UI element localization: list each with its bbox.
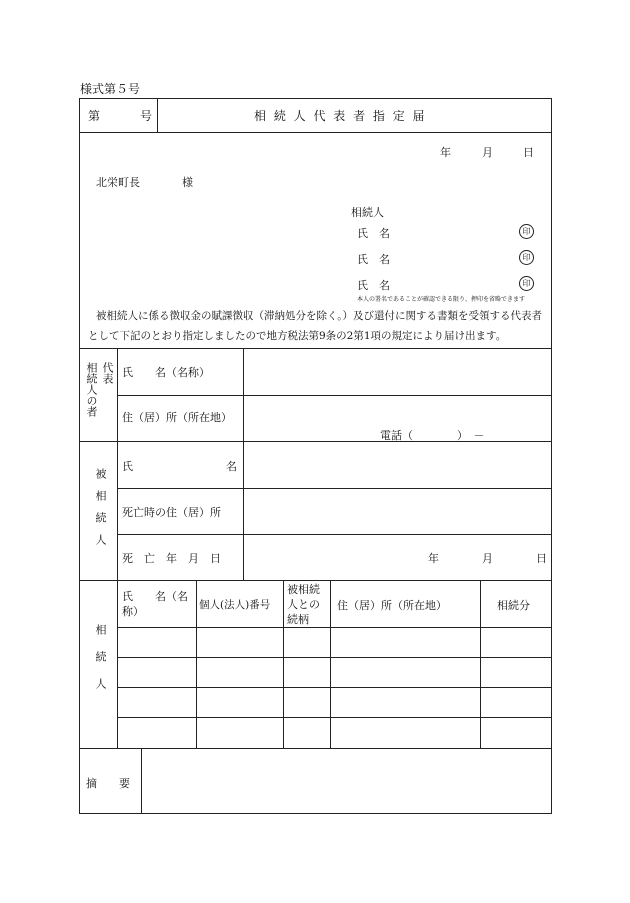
form-title: 相 続 人 代 表 者 指 定 届 [254,109,427,123]
statement-line-1: 被相続人に係る徴収金の賦課徴収（滞納処分を除く。）及び還付に関する書類を受領する代表者 [96,310,543,322]
seal-note: 本人の署名であることが確認できる限り、押印を省略できます [357,296,526,303]
seal-icon: 印 [519,224,534,239]
submission-day: 日 [523,146,534,159]
submission-month: 月 [482,146,493,159]
death-day: 日 [536,552,547,565]
heir-name-label-2: 氏 名 [357,253,390,266]
heirs-label: 相続人 [351,206,384,219]
number-prefix: 第 [88,109,101,123]
column-address: 住（居）所（所在地） [337,599,447,612]
submission-year: 年 [440,146,451,159]
seal-icon: 印 [519,250,534,265]
deceased-address-field[interactable] [245,490,550,533]
representative-name-field[interactable] [245,350,550,394]
representative-address-field[interactable] [245,397,550,440]
death-date-label: 死 亡 年 月 日 [122,552,221,565]
death-year: 年 [428,552,439,565]
column-id-number: 個人(法人)番号 [199,599,271,611]
deceased-name-label: 氏 名 [122,460,237,473]
deceased-label: 被相続人 [94,468,107,556]
remarks-field[interactable] [143,750,550,812]
deceased-name-field[interactable] [245,443,550,487]
number-suffix: 号 [140,109,153,123]
remarks-label: 摘 要 [86,777,130,790]
column-name: 氏 名（名称） [122,590,188,618]
representative-label-col2: 相続人の者 [85,362,98,417]
heir-name-label-3: 氏 名 [357,279,390,292]
addressee-honorific: 様 [182,176,193,189]
addressee-name: 北栄町長 [96,176,140,189]
deceased-address-label: 死亡時の住（居）所 [122,506,221,519]
column-share: 相続分 [497,599,530,612]
heirs-table-label: 相続人 [94,624,107,705]
representative-address-label: 住（居）所（所在地） [122,411,232,424]
form-number: 様式第５号 [80,82,141,96]
representative-label-col1: 代表 [101,362,114,384]
seal-icon: 印 [519,276,534,291]
representative-name-label: 氏 名（名称） [122,366,210,379]
representative-phone: 電話（ ） － [380,429,485,442]
statement-line-2: として下記のとおり指定しましたので地方税法第9条の2第1項の規定により届け出ます。 [88,330,507,342]
column-relation: 被相続人との続柄 [287,583,320,626]
death-month: 月 [482,552,493,565]
heir-name-label-1: 氏 名 [357,227,390,240]
